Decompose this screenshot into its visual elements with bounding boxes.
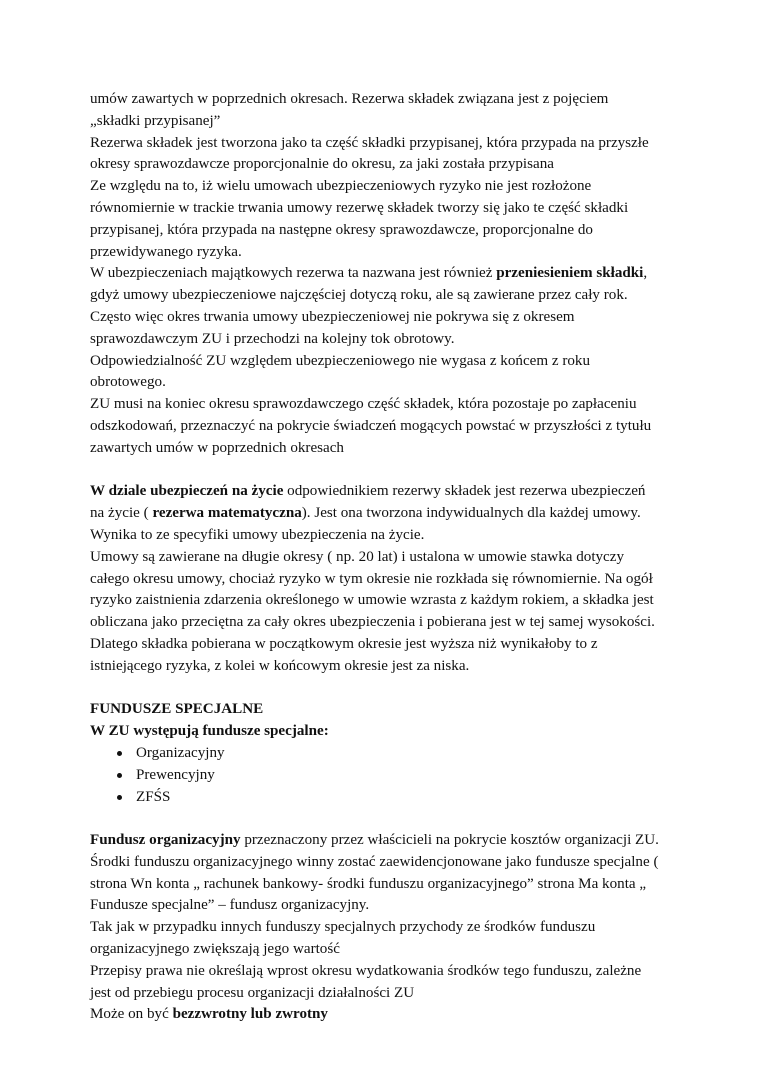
paragraph-fundusz-organizacyjny	[90, 830, 690, 1026]
text-line: strona Wn konta „ rachunek bankowy- środki funduszu organizacyjnego” strona Ma konta „	[90, 875, 647, 892]
text-line: przewidywanego ryzyka.	[90, 243, 242, 260]
text-line: jest od przebiegu procesu organizacji działalności ZU	[90, 984, 415, 1001]
text-run: ,	[643, 265, 648, 282]
bold-term: W dziale ubezpieczeń na życie	[90, 483, 284, 500]
text-line: obrotowego.	[90, 374, 166, 391]
blank-line	[90, 678, 690, 700]
text-line: obliczana jako przeciętna za cały okres ubezpieczenia i pobierana jest w tej samej wysokości.	[90, 614, 655, 631]
text-line: Ze względu na to, iż wielu umowach ubezpieczeniowych ryzyko nie jest rozłożone	[90, 178, 592, 195]
section-subheading-text: W ZU występują fundusze specjalne:	[90, 723, 329, 740]
bullet-icon	[117, 751, 122, 756]
text-line: Dlatego składka pobierana w początkowym okresie jest wyższa niż wynikałoby to z	[90, 635, 598, 652]
text-run: Może on być	[90, 1006, 173, 1023]
list-item-label: ZFŚS	[136, 788, 171, 805]
section-heading	[90, 699, 690, 721]
text-line: Wynika to ze specyfiki umowy ubezpieczenia na życie.	[90, 526, 425, 543]
text-line: istniejącego ryzyka, z kolei w końcowym okresie jest za niska.	[90, 657, 470, 674]
section-fundusze-specjalne	[90, 699, 690, 808]
text-line: Fundusze specjalne” – fundusz organizacyjny.	[90, 897, 370, 914]
section-subheading	[90, 721, 690, 743]
text-line: Środki funduszu organizacyjnego winny zostać zaewidencjonowane jako fundusze specjalne (	[90, 853, 659, 870]
bold-term: Fundusz organizacyjny	[90, 832, 241, 849]
blank-line	[90, 460, 690, 482]
list-item	[90, 787, 690, 809]
text-line: okresy sprawozdawcze proporcjonalnie do okresu, za jaki została przypisana	[90, 156, 554, 173]
document-page	[90, 89, 690, 1026]
text-line: równomiernie w trackie trwania umowy rezerwę składek tworzy się jako te część składki	[90, 199, 629, 216]
text-line: Tak jak w przypadku innych funduszy specjalnych przychody ze środków funduszu	[90, 919, 596, 936]
bullet-icon	[117, 773, 122, 778]
paragraph-rezerwa-skladek	[90, 89, 690, 460]
bold-term: rezerwa matematyczna	[152, 505, 302, 522]
text-line: organizacyjnego zwiększają jego wartość	[90, 941, 340, 958]
text-line: „składki przypisanej”	[90, 112, 221, 129]
text-line: umów zawartych w poprzednich okresach. Rezerwa składek związana jest z pojęciem	[90, 91, 609, 107]
text-run: odpowiednikiem rezerwy składek jest rezerwa ubezpieczeń	[283, 483, 646, 500]
list-item-label: Prewencyjny	[136, 766, 215, 783]
text-line	[90, 830, 690, 852]
fund-list	[90, 743, 690, 808]
text-line: gdyż umowy ubezpieczeniowe najczęściej dotyczą roku, ale są zawierane przez cały rok.	[90, 287, 628, 304]
blank-line	[90, 808, 690, 830]
text-line: Często więc okres trwania umowy ubezpieczeniowej nie pokrywa się z okresem	[90, 308, 575, 325]
text-line: Umowy są zawierane na długie okresy ( np. 20 lat) i ustalona w umowie stawka dotyczy	[90, 548, 625, 565]
bullet-icon	[117, 795, 122, 800]
bold-term: bezzwrotny lub zwrotny	[172, 1006, 328, 1023]
section-heading-text: FUNDUSZE SPECJALNE	[90, 701, 264, 718]
text-run: ). Jest ona tworzona indywidualnych dla każdej umowy.	[301, 505, 641, 522]
text-run: na życie (	[90, 505, 153, 522]
text-line	[90, 481, 690, 503]
text-line	[90, 503, 690, 525]
text-line: Przepisy prawa nie określają wprost okresu wydatkowania środków tego funduszu, zależne	[90, 962, 642, 979]
text-run: W ubezpieczeniach majątkowych rezerwa ta nazwana jest również	[90, 265, 497, 282]
list-item	[90, 743, 690, 765]
text-run: przeznaczony przez właścicieli na pokrycie kosztów organizacji ZU.	[240, 832, 659, 849]
bold-term: przeniesieniem składki	[496, 265, 644, 282]
text-line: ZU musi na koniec okresu sprawozdawczego część składek, która pozostaje po zapłaceniu	[90, 396, 637, 413]
text-line: Rezerwa składek jest tworzona jako ta część składki przypisanej, która przypada na przyszłe	[90, 134, 649, 151]
text-line: odszkodowań, przeznaczyć na pokrycie świadczeń mogących powstać w przyszłości z tytułu	[90, 417, 652, 434]
text-line: zawartych umów w poprzednich okresach	[90, 439, 344, 456]
text-line: przypisanej, która przypada na następne okresy sprawozdawcze, proporcjonalne do	[90, 221, 593, 238]
text-line	[90, 263, 690, 285]
paragraph-rezerwa-matematyczna	[90, 481, 690, 677]
text-line: całego okresu umowy, chociaż ryzyko w tym okresie nie rozkłada się równomiernie. Na ogół	[90, 570, 653, 587]
list-item	[90, 765, 690, 787]
text-line: Odpowiedzialność ZU względem ubezpieczeniowego nie wygasa z końcem z roku	[90, 352, 591, 369]
text-line: sprawozdawczym ZU i przechodzi na kolejny tok obrotowy.	[90, 330, 455, 347]
list-item-label: Organizacyjny	[136, 744, 225, 761]
text-line: ryzyko zaistnienia zdarzenia określonego w umowie wzrasta z każdym rokiem, a składka jest	[90, 592, 654, 609]
text-line	[90, 1004, 690, 1026]
